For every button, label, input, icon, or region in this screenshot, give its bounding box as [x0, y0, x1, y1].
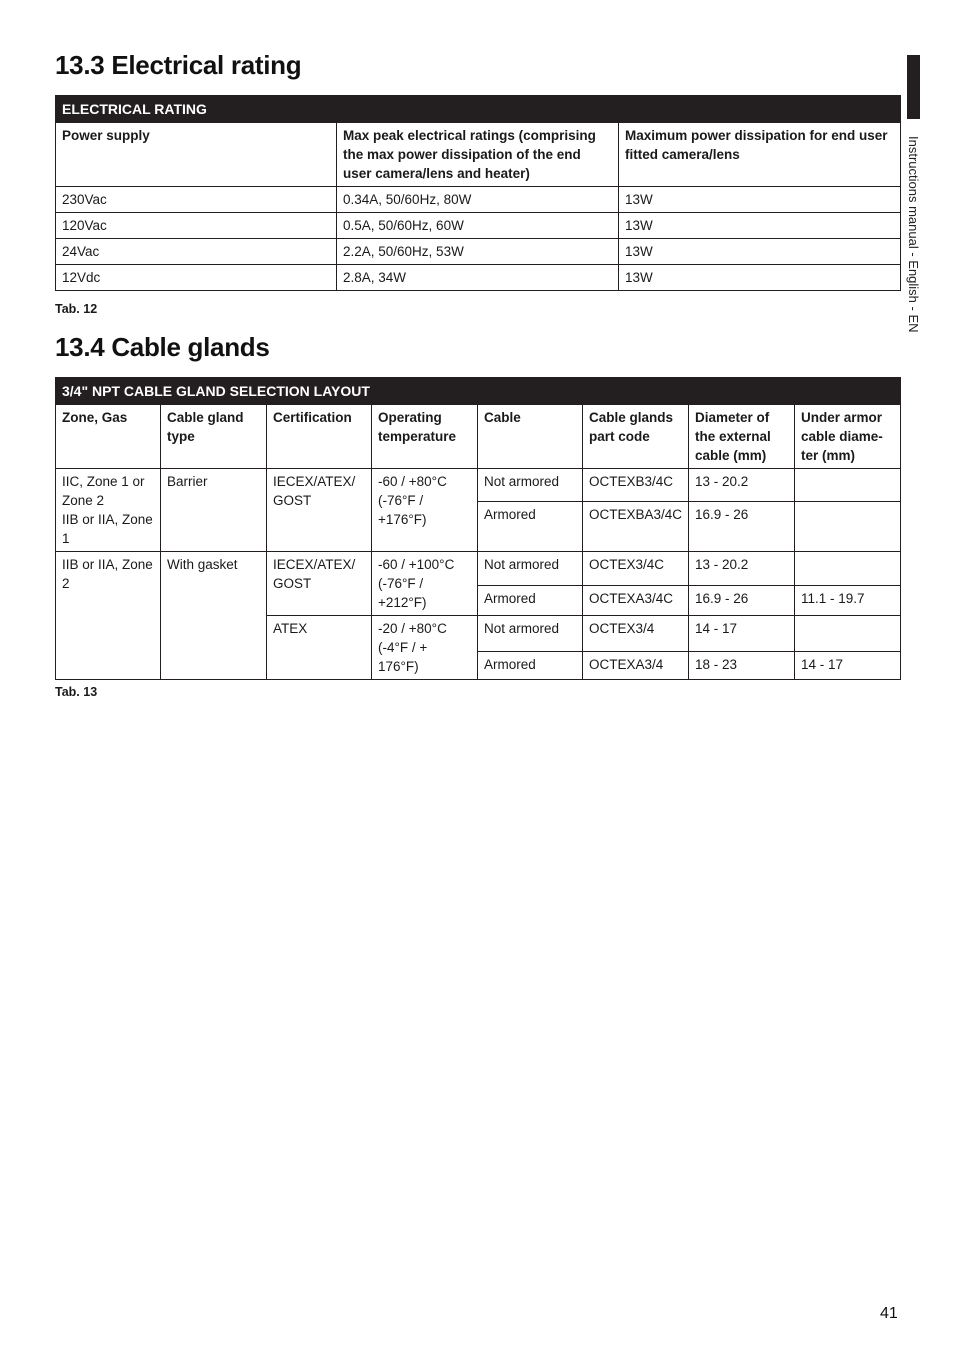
- table-cell: 13W: [619, 213, 901, 239]
- table-cell: 230Vac: [56, 187, 337, 213]
- table-header-row: [56, 123, 901, 187]
- part-code-cell: OCTEXBA3/4C: [583, 502, 689, 552]
- part-code-cell: OCTEX3/4: [583, 616, 689, 652]
- certification-cell: IECEX/ATEX/ GOST: [267, 552, 372, 616]
- table-row: [56, 187, 901, 213]
- certification-cell: IECEX/ATEX/ GOST: [267, 469, 372, 552]
- page-number: 41: [880, 1305, 898, 1322]
- diameter-cell: 16.9 - 26: [689, 502, 795, 552]
- part-code-cell: OCTEXA3/4: [583, 651, 689, 679]
- table-row: [56, 552, 901, 586]
- table-cell: 2.8A, 34W: [337, 265, 619, 291]
- section-heading-cable-glands: 13.4 Cable glands: [55, 332, 270, 362]
- table-cell: 12Vdc: [56, 265, 337, 291]
- cable-cell: Armored: [478, 651, 583, 679]
- under-armor-cell: [795, 552, 901, 586]
- diameter-cell: 13 - 20.2: [689, 469, 795, 502]
- cable-cell: Not armored: [478, 616, 583, 652]
- table-row: [56, 239, 901, 265]
- gland-type-cell: With gasket: [161, 552, 267, 680]
- table-row: [56, 213, 901, 239]
- table-cell: 13W: [619, 187, 901, 213]
- cable-cell: Not armored: [478, 469, 583, 502]
- table-row: [56, 469, 901, 502]
- table-cell: 24Vac: [56, 239, 337, 265]
- side-label: Instructions manual - English - EN: [906, 136, 921, 333]
- column-header: Operating temperature: [372, 405, 478, 469]
- gland-type-cell: Barrier: [161, 469, 267, 552]
- section-heading-electrical-rating: 13.3 Electrical rating: [55, 50, 302, 80]
- column-header: Cable glands part code: [583, 405, 689, 469]
- table-caption: Tab. 13: [55, 685, 98, 699]
- table-cell: 2.2A, 50/60Hz, 53W: [337, 239, 619, 265]
- cable-gland-table: [55, 377, 901, 680]
- table-band-title: 3/4" NPT CABLE GLAND SELECTION LAYOUT: [56, 378, 901, 405]
- temperature-cell: -60 / +100°C (-76°F / +212°F): [372, 552, 478, 616]
- under-armor-cell: [795, 469, 901, 502]
- temperature-cell: -20 / +80°C (-4°F / + 176°F): [372, 616, 478, 680]
- table-row: [56, 265, 901, 291]
- temperature-cell: -60 / +80°C (-76°F / +176°F): [372, 469, 478, 552]
- part-code-cell: OCTEXA3/4C: [583, 585, 689, 615]
- table-cell: 0.34A, 50/60Hz, 80W: [337, 187, 619, 213]
- under-armor-cell: [795, 616, 901, 652]
- cable-cell: Not armored: [478, 552, 583, 586]
- cable-cell: Armored: [478, 585, 583, 615]
- table-caption: Tab. 12: [55, 302, 98, 316]
- diameter-cell: 16.9 - 26: [689, 585, 795, 615]
- column-header: Cable gland type: [161, 405, 267, 469]
- column-header: Under armor cable diame- ter (mm): [795, 405, 901, 469]
- under-armor-cell: 11.1 - 19.7: [795, 585, 901, 615]
- column-header: Maximum power dissipation for end user fitted camera/lens: [619, 123, 901, 187]
- diameter-cell: 18 - 23: [689, 651, 795, 679]
- column-header: Zone, Gas: [56, 405, 161, 469]
- column-header: Cable: [478, 405, 583, 469]
- table-cell: 13W: [619, 239, 901, 265]
- electrical-rating-table: [55, 95, 901, 291]
- diameter-cell: 13 - 20.2: [689, 552, 795, 586]
- zone-cell: IIB or IIA, Zone 2: [56, 552, 161, 680]
- cable-cell: Armored: [478, 502, 583, 552]
- column-header: Diameter of the external cable (mm): [689, 405, 795, 469]
- column-header: Certification: [267, 405, 372, 469]
- table-cell: 13W: [619, 265, 901, 291]
- column-header: Power supply: [56, 123, 337, 187]
- table-cell: 0.5A, 50/60Hz, 60W: [337, 213, 619, 239]
- table-header-row: [56, 405, 901, 469]
- part-code-cell: OCTEXB3/4C: [583, 469, 689, 502]
- table-band-title: ELECTRICAL RATING: [56, 96, 901, 123]
- part-code-cell: OCTEX3/4C: [583, 552, 689, 586]
- under-armor-cell: 14 - 17: [795, 651, 901, 679]
- chapter-tab-marker: [907, 55, 920, 119]
- table-cell: 120Vac: [56, 213, 337, 239]
- certification-cell: ATEX: [267, 616, 372, 680]
- diameter-cell: 14 - 17: [689, 616, 795, 652]
- column-header: Max peak electrical ratings (comprising the max power dissipation of the end user camera/lens and heater): [337, 123, 619, 187]
- under-armor-cell: [795, 502, 901, 552]
- zone-cell: IIC, Zone 1 or Zone 2 IIB or IIA, Zone 1: [56, 469, 161, 552]
